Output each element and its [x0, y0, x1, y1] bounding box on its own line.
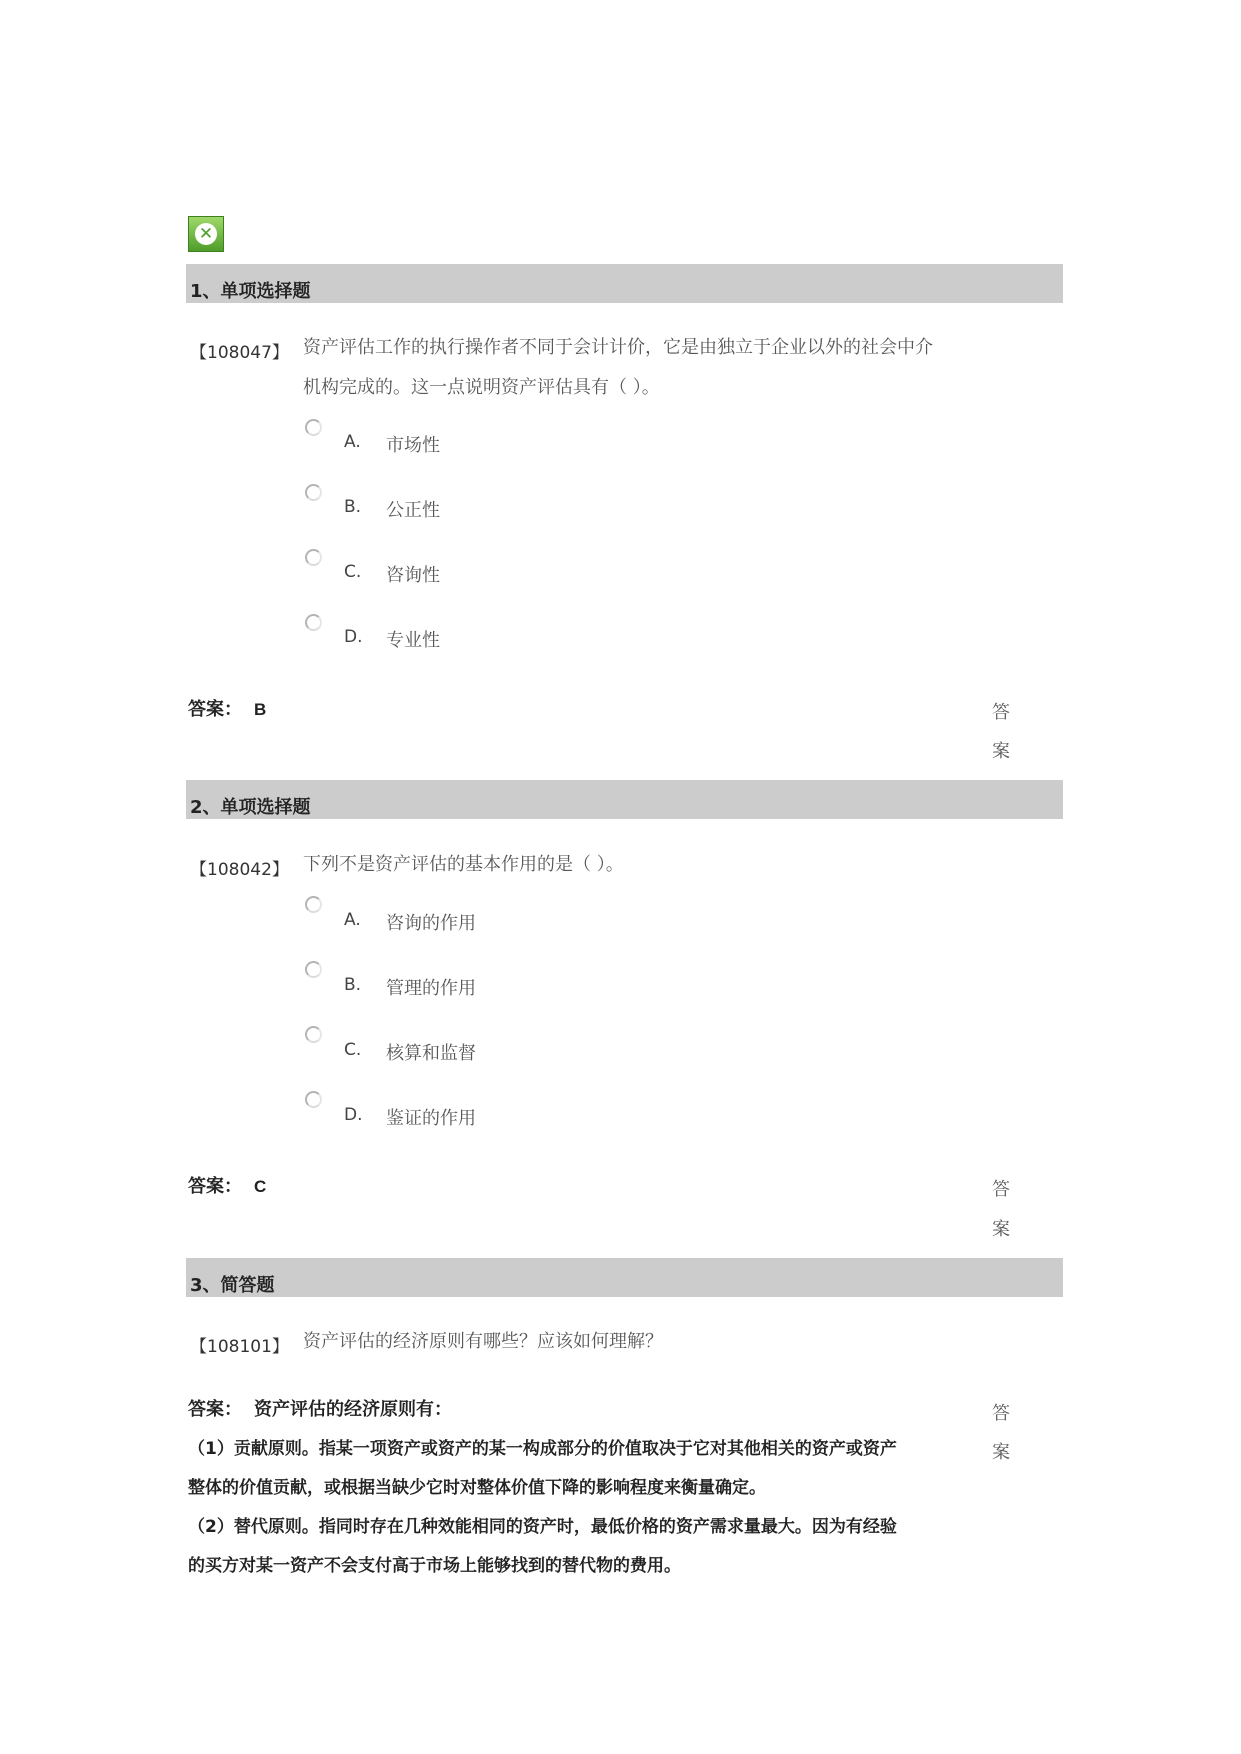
answer-paragraph: 整体的价值贡献，或根据当缺少它时对整体价值下降的影响程度来衡量确定。: [188, 1478, 766, 1498]
answer-label: 答案：: [188, 1399, 242, 1420]
option-text: 专业性: [386, 630, 440, 651]
option-text: 公正性: [386, 500, 440, 521]
question-line: 资产评估的经济原则有哪些？应该如何理解？: [303, 1331, 663, 1352]
section-title: 3、简答题: [190, 1275, 275, 1296]
question-text: [303, 1322, 983, 1362]
section-header: [186, 264, 1063, 303]
side-label: 案: [992, 1219, 1010, 1240]
option-text: 咨询的作用: [386, 913, 476, 934]
option-letter: B.: [344, 497, 362, 517]
option-d-radio[interactable]: [305, 614, 322, 631]
option-text: 市场性: [386, 435, 440, 456]
side-label: 案: [992, 1442, 1010, 1463]
side-label: 答: [992, 702, 1010, 723]
option-b-radio[interactable]: [305, 961, 322, 978]
option-d-radio[interactable]: [305, 1091, 322, 1108]
question-id: 【108047】: [190, 343, 289, 363]
option-letter: D.: [344, 627, 363, 647]
question-text: [303, 845, 983, 885]
option-text: 管理的作用: [386, 978, 476, 999]
question-line: 下列不是资产评估的基本作用的是（ ）。: [303, 854, 624, 875]
close-button[interactable]: [188, 216, 224, 252]
option-text: 核算和监督: [386, 1043, 476, 1064]
answer-intro: 资产评估的经济原则有：: [254, 1399, 452, 1420]
answer-paragraph: （2）替代原则。指同时存在几种效能相同的资产时，最低价格的资产需求量最大。因为有经验: [188, 1517, 897, 1537]
side-label: 答: [992, 1403, 1010, 1424]
question-id: 【108042】: [190, 860, 289, 880]
option-letter: C.: [344, 562, 362, 582]
section-header: [186, 780, 1063, 819]
section-title: 2、单项选择题: [190, 797, 311, 818]
question-line: 机构完成的。这一点说明资产评估具有（ ）。: [303, 377, 660, 398]
option-letter: A.: [344, 910, 361, 930]
option-letter: D.: [344, 1105, 363, 1125]
answer-paragraph: 的买方对某一资产不会支付高于市场上能够找到的替代物的费用。: [188, 1556, 681, 1576]
section-header: [186, 1258, 1063, 1297]
option-text: 咨询性: [386, 565, 440, 586]
option-letter: C.: [344, 1040, 362, 1060]
option-c-radio[interactable]: [305, 1026, 322, 1043]
answer-paragraph: （1）贡献原则。指某一项资产或资产的某一构成部分的价值取决于它对其他相关的资产或资产: [188, 1439, 897, 1459]
option-text: 鉴证的作用: [386, 1108, 476, 1129]
option-c-radio[interactable]: [305, 549, 322, 566]
question-line: 资产评估工作的执行操作者不同于会计计价，它是由独立于企业以外的社会中介: [303, 337, 933, 358]
option-letter: B.: [344, 975, 362, 995]
side-label: 案: [992, 741, 1010, 762]
side-label: 答: [992, 1179, 1010, 1200]
option-a-radio[interactable]: [305, 896, 322, 913]
question-text: [303, 328, 983, 408]
option-letter: A.: [344, 432, 361, 452]
option-a-radio[interactable]: [305, 419, 322, 436]
question-id: 【108101】: [190, 1337, 289, 1357]
answer-label: 答案：: [188, 699, 242, 720]
answer-label: 答案：: [188, 1176, 242, 1197]
option-b-radio[interactable]: [305, 484, 322, 501]
section-title: 1、单项选择题: [190, 281, 311, 302]
close-icon: ✕: [195, 223, 217, 245]
answer-value: B: [254, 700, 267, 719]
answer-value: C: [254, 1177, 267, 1196]
